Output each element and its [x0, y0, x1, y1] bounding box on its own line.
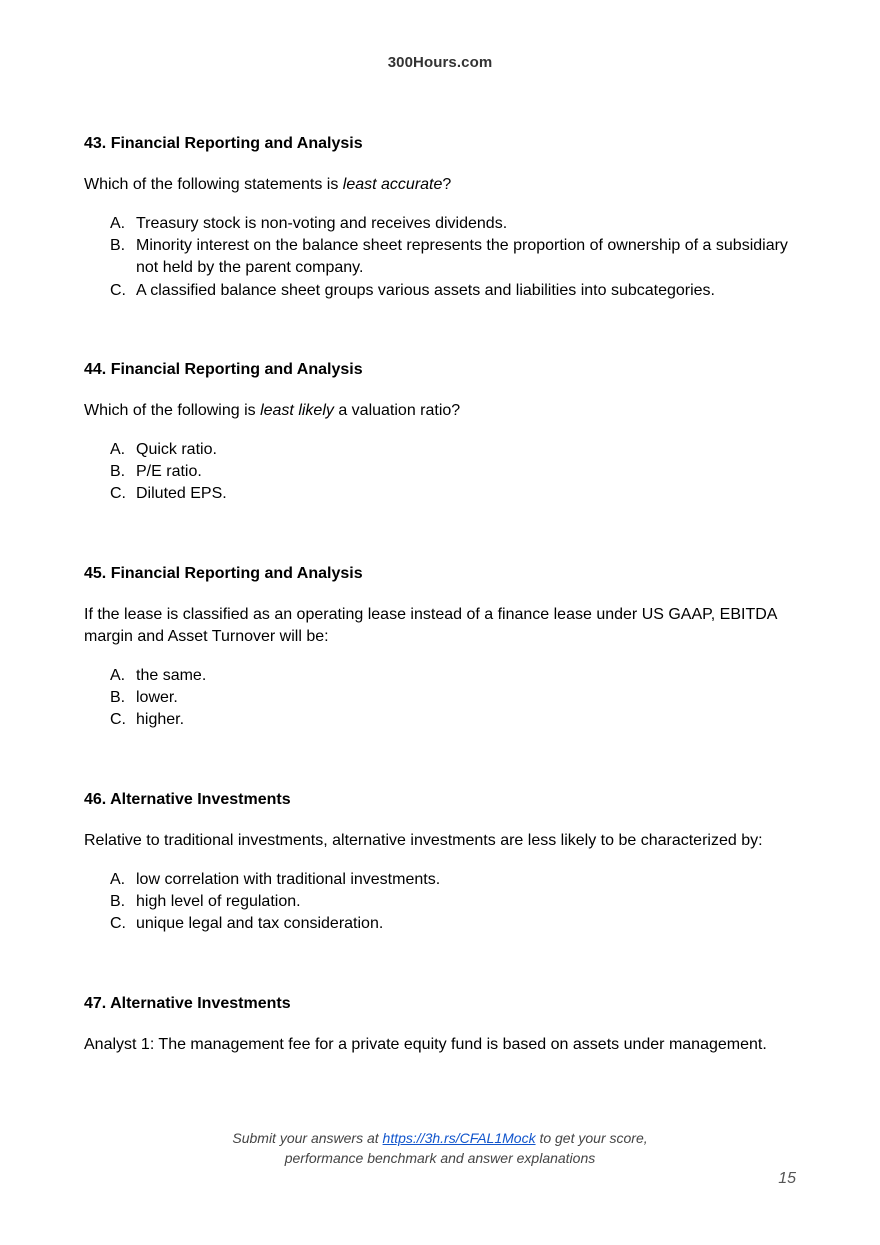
- option-letter: C.: [110, 711, 126, 729]
- option-text: high level of regulation.: [136, 893, 301, 911]
- question-heading: 46. Alternative Investments: [84, 791, 291, 808]
- option-text: lower.: [136, 689, 178, 707]
- footer-text: Submit your answers at: [232, 1130, 383, 1146]
- answer-option-a: [84, 439, 796, 461]
- option-letter: C.: [110, 915, 126, 933]
- question-45: [84, 564, 796, 732]
- option-letter: A.: [110, 441, 126, 458]
- mock-submit-link[interactable]: https://3h.rs/CFAL1Mock: [382, 1130, 536, 1146]
- answer-option-c: [84, 483, 796, 505]
- question-text: Relative to traditional investments, alternative investments are less likely to be characterized by:: [84, 832, 763, 849]
- question-text-part: ?: [442, 176, 452, 193]
- question-text-part: Which of the following statements is: [84, 176, 343, 193]
- answer-option-b: [84, 235, 796, 279]
- option-text: Treasury stock is non-voting and receives dividends.: [136, 215, 508, 232]
- option-letter: B.: [110, 237, 126, 255]
- option-text: unique legal and tax consideration.: [136, 915, 384, 933]
- question-text: If the lease is classified as an operating lease instead of a finance lease under US GAAP, EBITDA margin and Asset Turnover will be:: [84, 606, 777, 645]
- option-text: A classified balance sheet groups various assets and liabilities into subcategories.: [136, 281, 715, 299]
- answer-option-a: [84, 213, 796, 235]
- answer-option-b: [84, 891, 796, 913]
- answer-options: [84, 439, 796, 506]
- answer-option-b: [84, 461, 796, 483]
- option-text: Diluted EPS.: [136, 485, 227, 503]
- question-47: [84, 994, 796, 1056]
- question-43: [84, 134, 796, 302]
- question-text: Analyst 1: The management fee for a private equity fund is based on assets under management.: [84, 1036, 767, 1053]
- option-text: Minority interest on the balance sheet represents the proportion of ownership of a subsidiary not held by the parent company.: [136, 237, 788, 277]
- question-text-emphasis: least accurate: [342, 176, 443, 193]
- option-letter: A.: [110, 871, 126, 888]
- option-text: higher.: [136, 711, 185, 729]
- question-46: [84, 790, 796, 936]
- question-heading: 45. Financial Reporting and Analysis: [84, 565, 363, 582]
- question-text-part: Which of the following is: [84, 402, 261, 419]
- answer-options: [84, 665, 796, 732]
- answer-options: [84, 869, 796, 936]
- option-letter: B.: [110, 689, 126, 707]
- answer-option-a: [84, 665, 796, 687]
- answer-option-a: [84, 869, 796, 891]
- option-letter: B.: [110, 893, 126, 911]
- site-header: 300Hours.com: [387, 54, 493, 71]
- option-text: the same.: [136, 667, 207, 684]
- option-letter: A.: [110, 215, 126, 232]
- question-text: [84, 400, 796, 422]
- question-44: [84, 360, 796, 506]
- option-text: P/E ratio.: [136, 463, 202, 481]
- answer-option-b: [84, 687, 796, 709]
- answer-options: [84, 213, 796, 302]
- footer-text: to get your score,: [535, 1130, 648, 1146]
- question-text-part: a valuation ratio?: [333, 402, 461, 419]
- question-heading: 43. Financial Reporting and Analysis: [84, 135, 363, 152]
- page-number: 15: [778, 1170, 796, 1187]
- option-letter: C.: [110, 281, 126, 299]
- answer-option-c: [84, 709, 796, 731]
- footer-line-2: performance benchmark and answer explanations: [284, 1150, 596, 1166]
- footer-line-1: [0, 1128, 880, 1148]
- footer-note: [0, 1128, 880, 1168]
- option-text: low correlation with traditional investments.: [136, 871, 441, 888]
- option-text: Quick ratio.: [136, 441, 217, 458]
- answer-option-c: [84, 913, 796, 935]
- question-heading: 44. Financial Reporting and Analysis: [84, 361, 363, 378]
- option-letter: A.: [110, 667, 126, 684]
- question-heading: 47. Alternative Investments: [84, 995, 291, 1012]
- question-text-emphasis: least likely: [260, 402, 334, 419]
- option-letter: C.: [110, 485, 126, 503]
- option-letter: B.: [110, 463, 126, 481]
- question-text: [84, 174, 796, 196]
- answer-option-c: [84, 280, 796, 302]
